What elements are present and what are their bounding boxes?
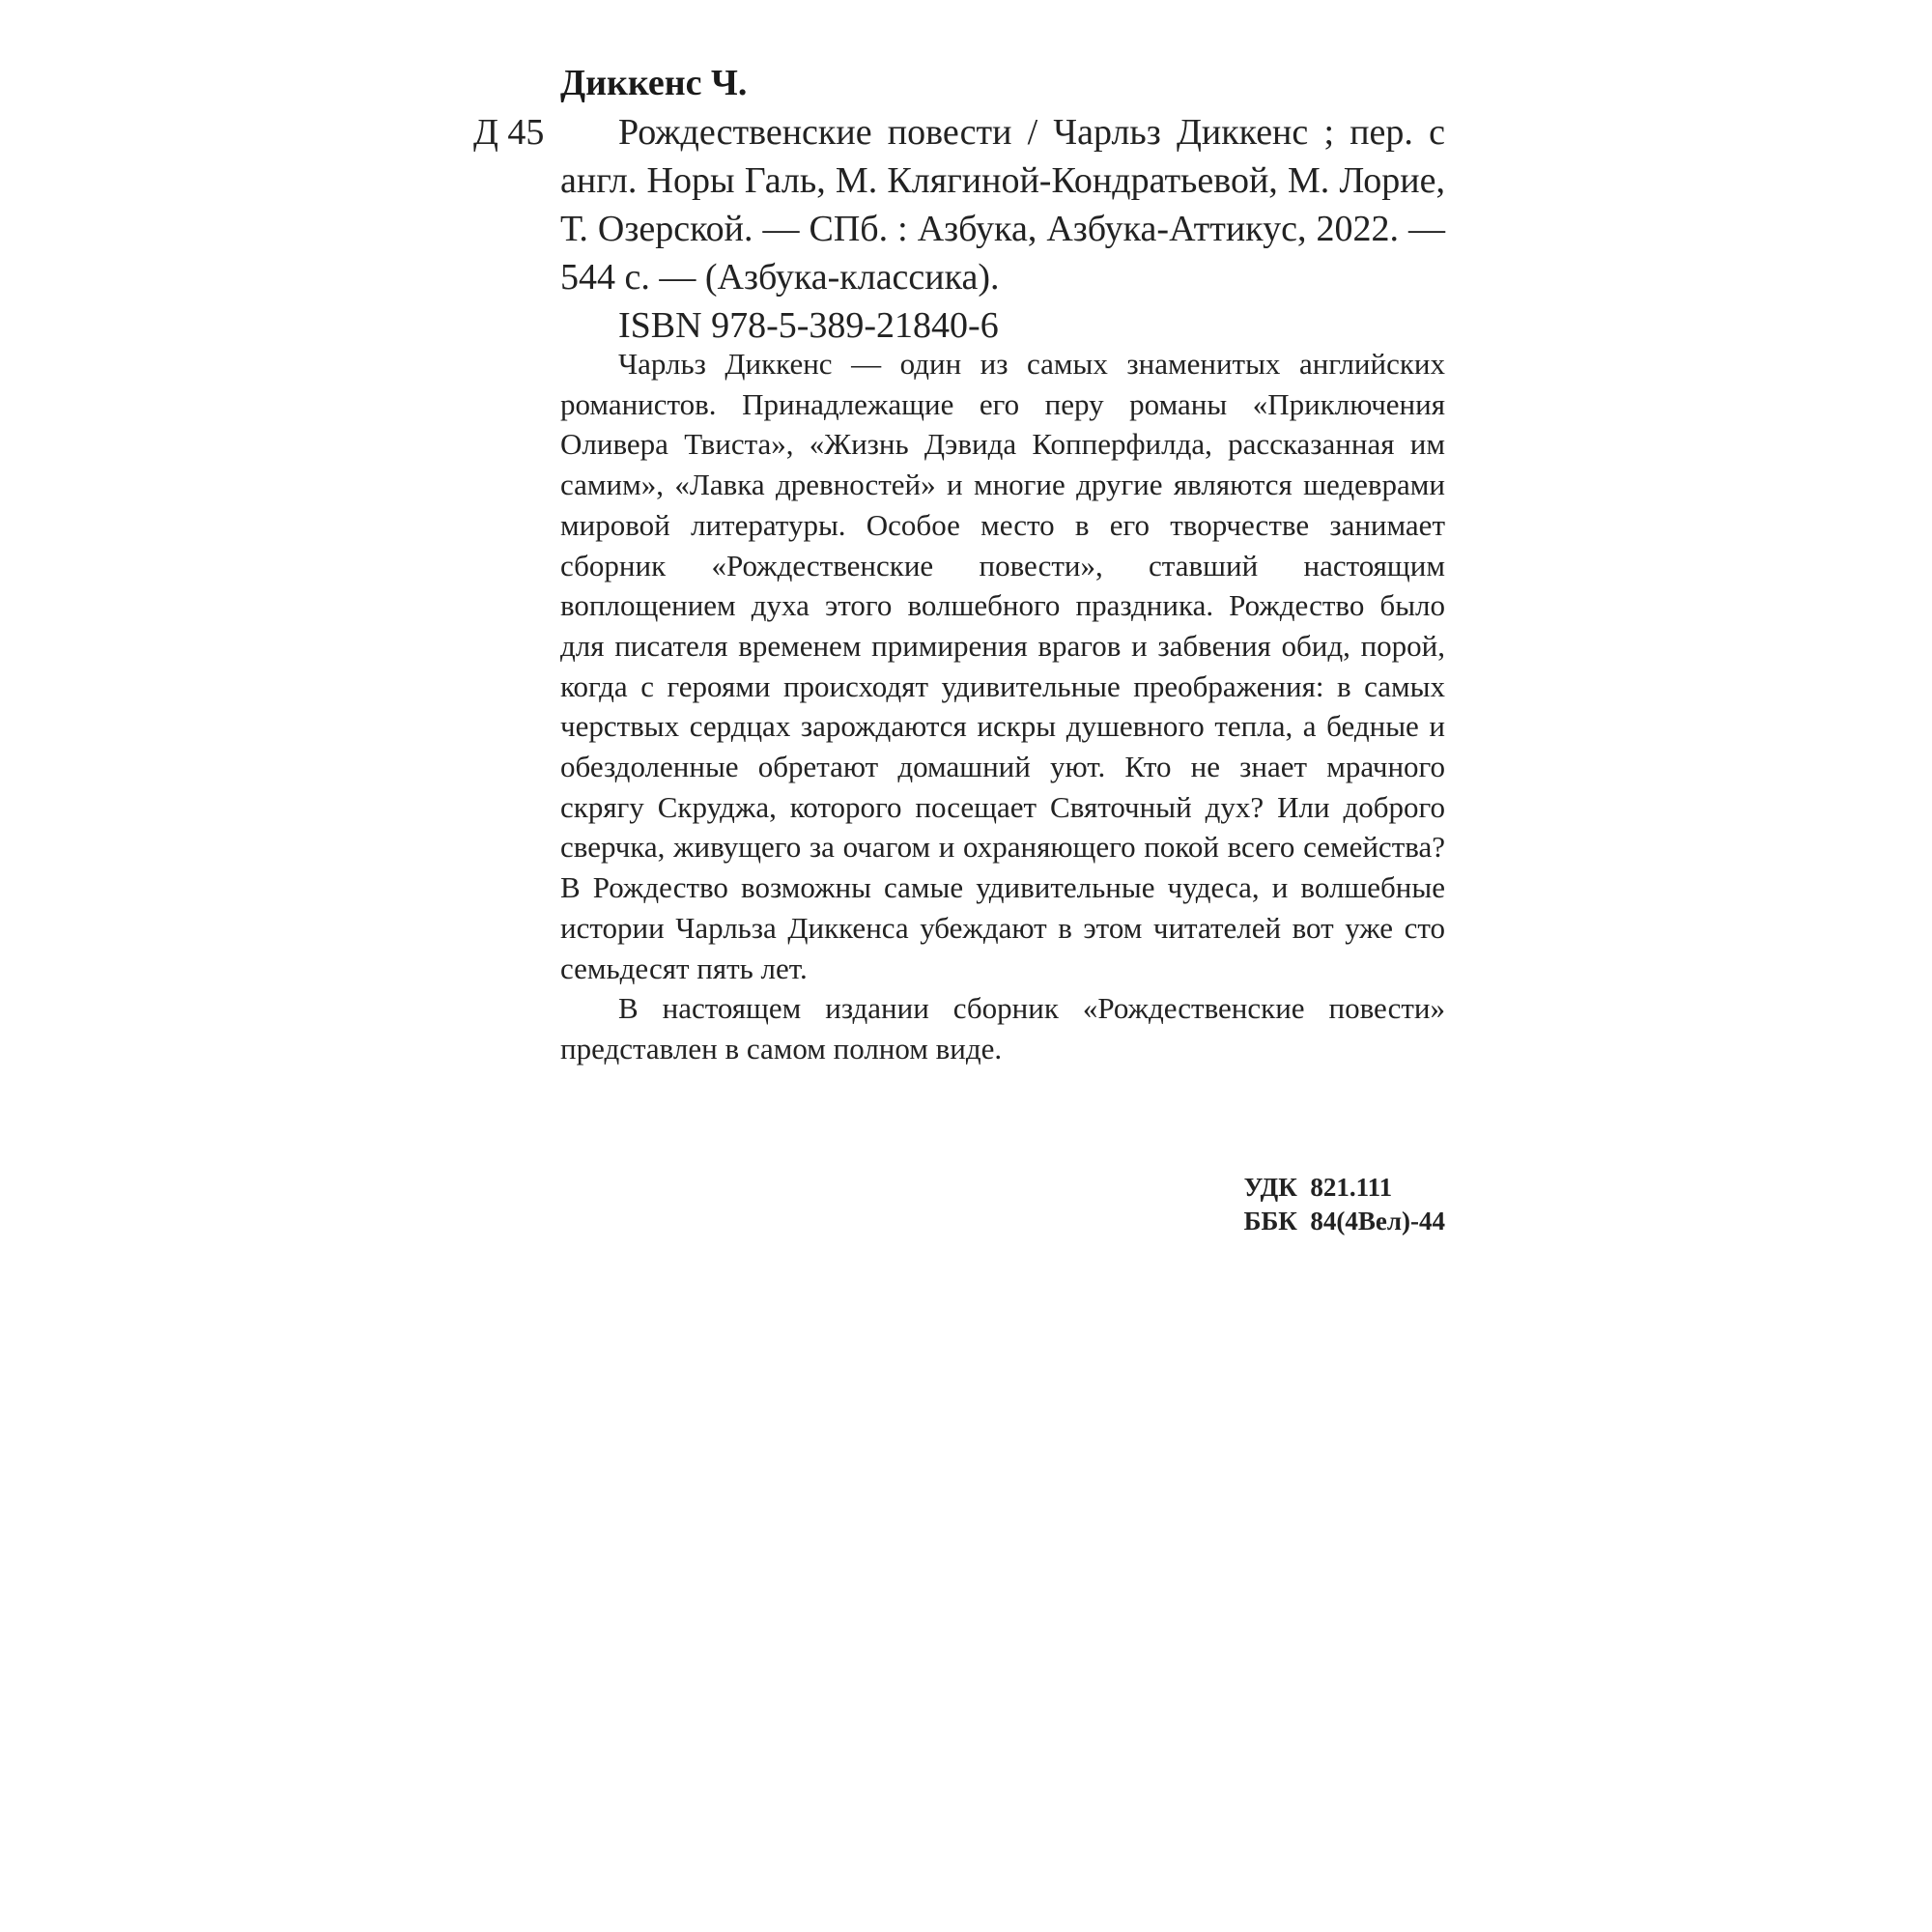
- annotation-paragraph: Чарльз Диккенс — один из самых знаменитых английских романистов. Принадлежащие его перу романы «Приключения Оливера Твиста», «Жизнь Дэвида Копперфилда, рассказанная им самим», «Лавка древностей» и многие другие являются шедеврами мировой литературы. Особое место в его творчестве занимает сборник «Рождественские повести», ставший настоящим воплощением духа этого волшебного праздника. Рождество было для писателя временем примирения врагов и забвения обид, порой, когда с героями происходят удивительные преображения: в самых черствых сердцах зарождаются искры душевного тепла, а бедные и обездоленные обретают домашний уют. Кто не знает мрачного скрягу Скруджа, которого посещает Святочный дух? Или доброго сверчка, живущего за очагом и охраняющего покой всего семейства? В Рождество возможны самые удивительные чудеса, и волшебные истории Чарльза Диккенса убеждают в этом читателей вот уже сто семьдесят пять лет.: [560, 347, 1445, 985]
- isbn: ISBN 978-5-389-21840-6: [618, 305, 999, 346]
- author-heading: Диккенс Ч.: [560, 63, 748, 103]
- classification-indices: [1244, 1171, 1445, 1238]
- bibliographic-description: Рождественские повести / Чарльз Диккенс ; пер. с англ. Норы Галь, М. Клягиной-Кондратьевой, М. Лорие, Т. Озерской. — СПб. : Азбука, Азбука-Аттикус, 2022. — 544 с. — (Азбука-классика).: [560, 112, 1445, 298]
- annotation: [560, 344, 1445, 1069]
- bbk-index: ББК 84(4Вел)-44: [1243, 1207, 1445, 1236]
- annotation-paragraph: В настоящем издании сборник «Рождественские повести» представлен в самом полном виде.: [560, 991, 1445, 1065]
- author-sign-code: Д 45: [473, 112, 545, 153]
- udk-index: УДК 821.111: [1243, 1173, 1393, 1202]
